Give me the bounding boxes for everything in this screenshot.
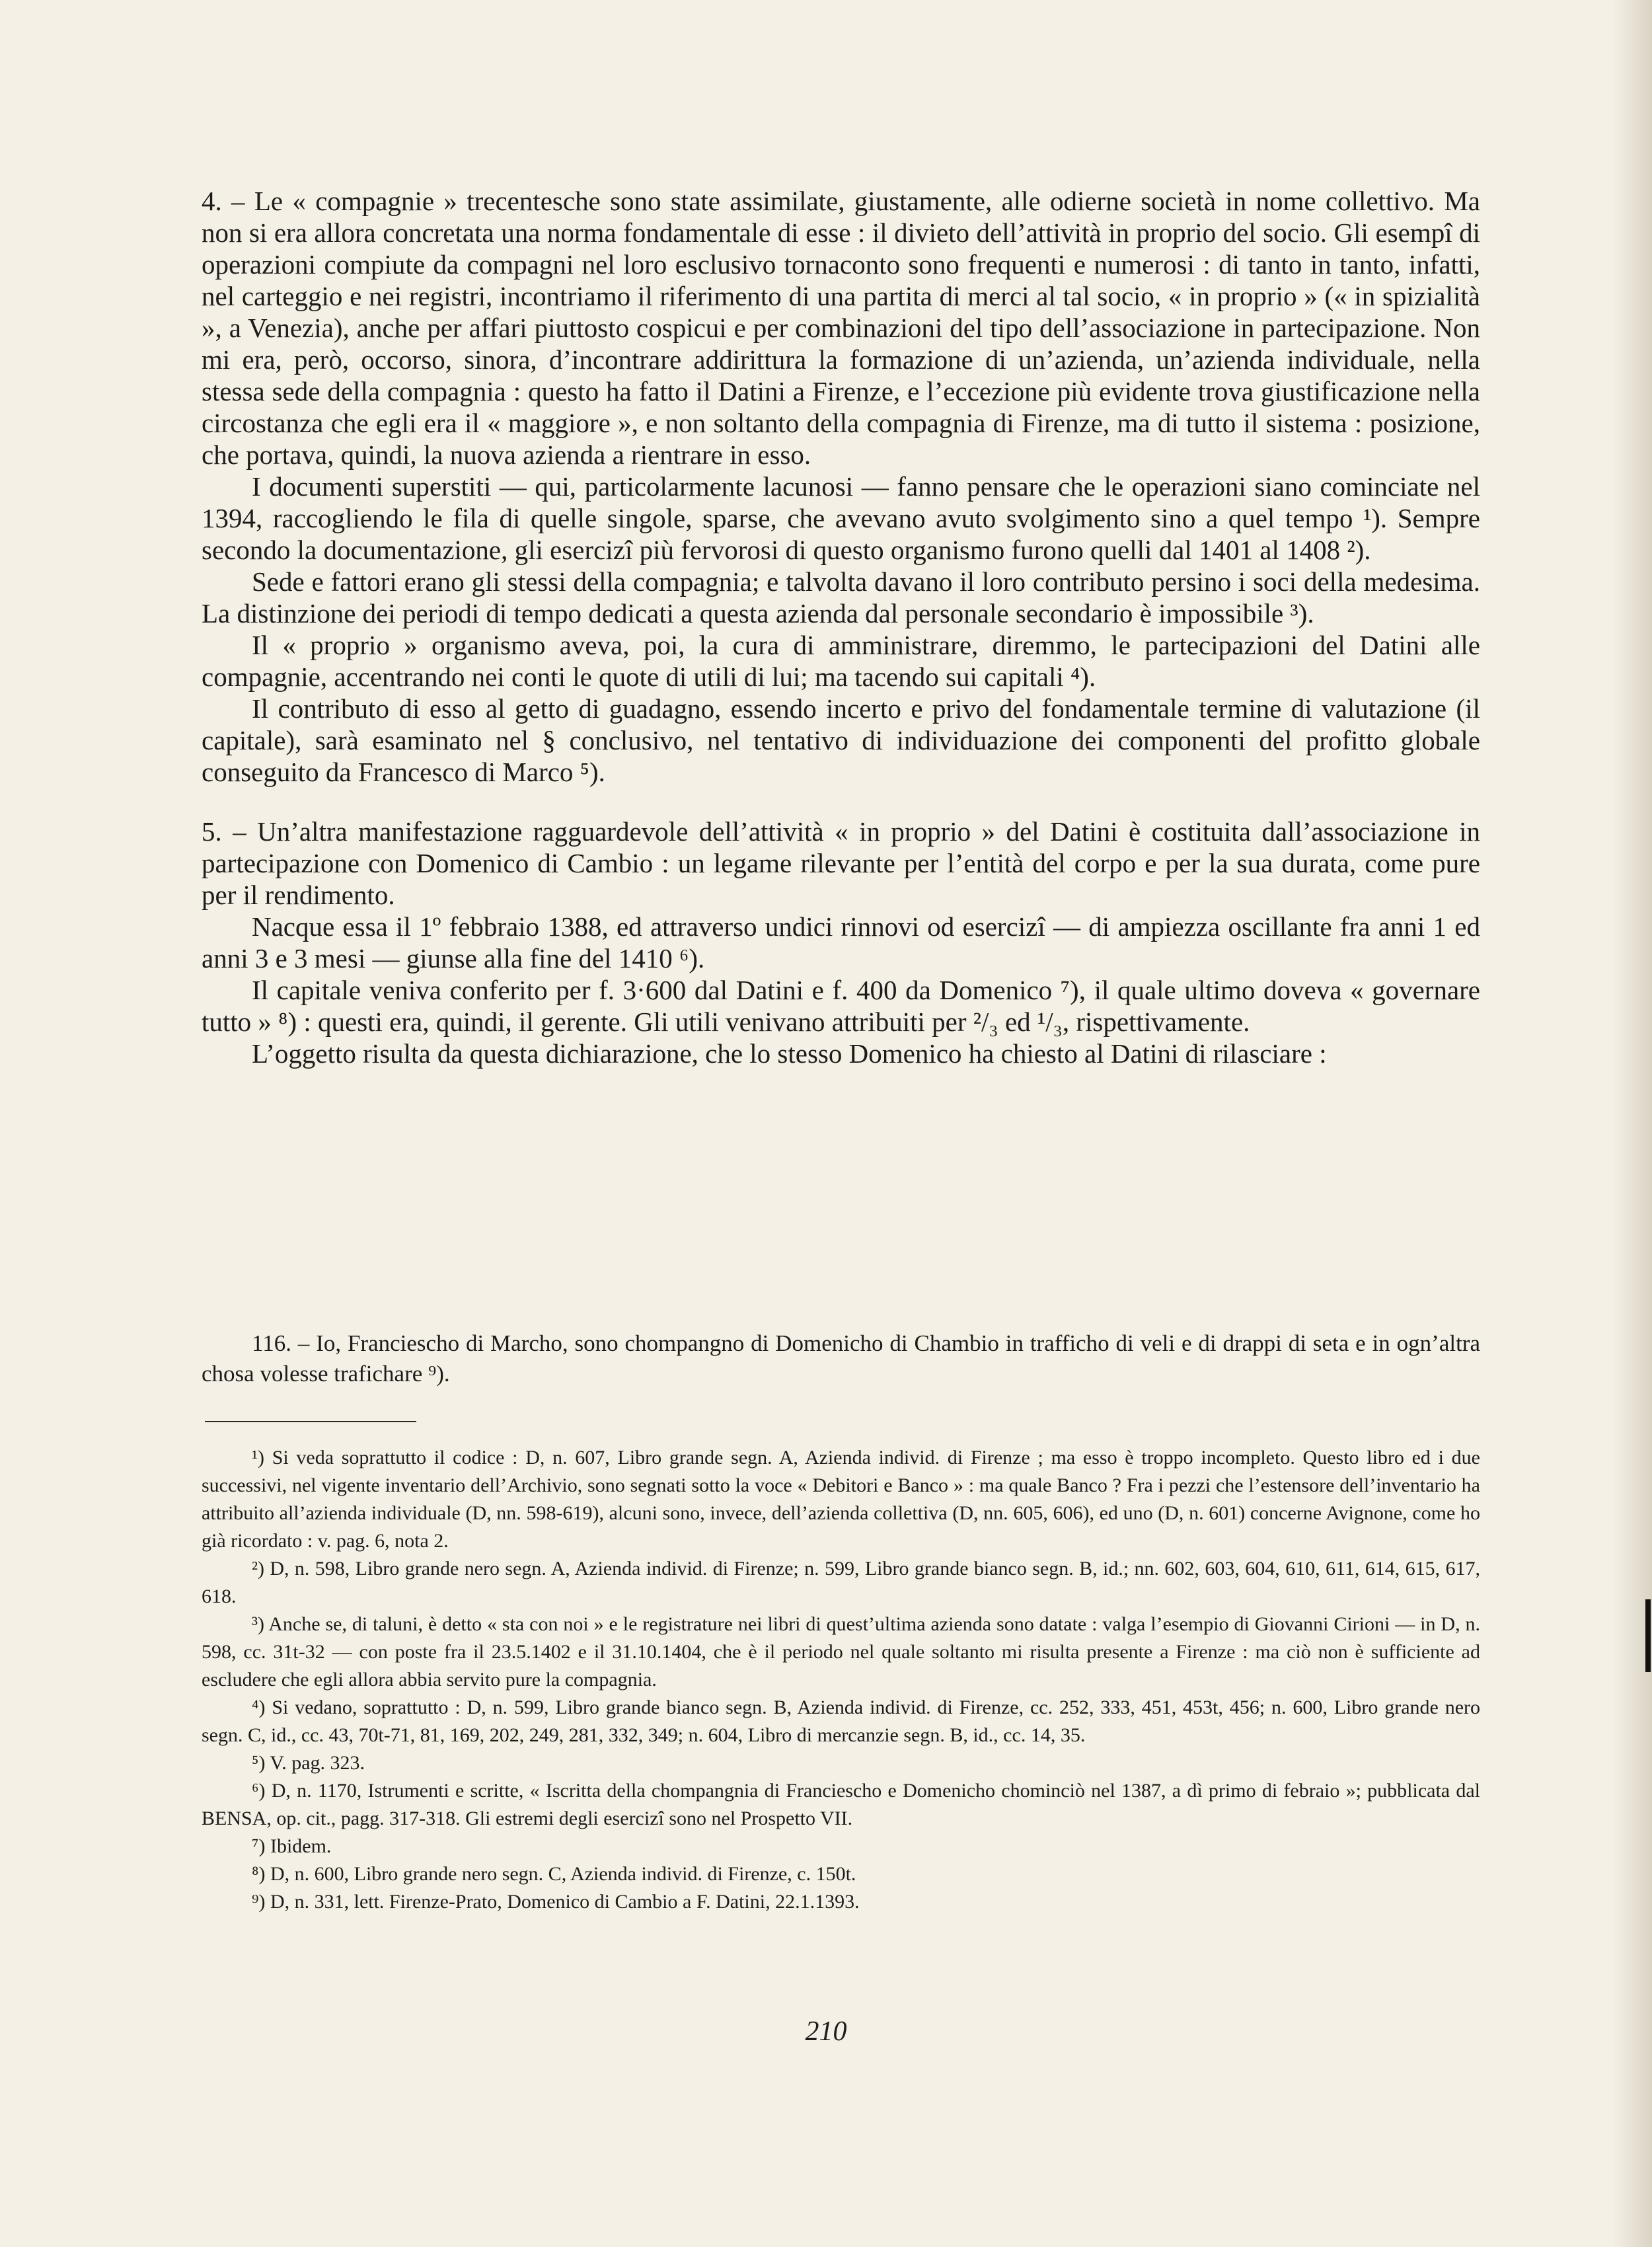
paragraph: Nacque essa il 1º febbraio 1388, ed attraverso undici rinnovi od esercizî — di ampiezza oscillante fra anni 1 ed anni 3 e 3 mesi — giunse alla fine del 1410 ⁶). — [202, 911, 1480, 973]
paragraph: I documenti superstiti — qui, particolarmente lacunosi — fanno pensare che le operazioni siano cominciate nel 1394, raccogliendo le fila di quelle singole, sparse, che avevano avuto svolgimento sino a quel tempo ¹). Sempre secondo la documentazione, gli esercizî più fervorosi di questo organismo furono quelli dal 1401 al 1408 ²). — [202, 471, 1480, 565]
footnote: ²) D, n. 598, Libro grande nero segn. A, Azienda individ. di Firenze; n. 599, Libro grande bianco segn. B, id.; nn. 602, 603, 604, 610, 611, 614, 615, 617, 618. — [202, 1558, 1480, 1607]
section-gap — [202, 788, 1480, 816]
footnote: ⁵) V. pag. 323. — [252, 1752, 365, 1774]
footnote: ⁷) Ibidem. — [252, 1835, 332, 1857]
paragraph-section-5: 5. – Un’altra manifestazione ragguardevole dell’attività « in proprio » del Datini è costituita dall’associazione in partecipazione con Domenico di Cambio : un legame rilevante per l’entità del corpo e per la sua durata, come pure per il rendimento. — [202, 816, 1480, 910]
page-number: 210 — [805, 2016, 847, 2047]
footnote: ⁹) D, n. 331, lett. Firenze-Prato, Domenico di Cambio a F. Datini, 22.1.1393. — [252, 1891, 860, 1913]
footnote: ⁶) D, n. 1170, Istrumenti e scritte, « Iscritta della chompangnia di Franciescho e Domenicho chominciò nel 1387, a dì primo di febraio »; pubblicata dal BENSA, op. cit., pagg. 317-318. Gli estremi degli esercizî sono nel Prospetto VII. — [202, 1780, 1480, 1829]
footnotes — [202, 1444, 1480, 1916]
footnote-rule — [205, 1421, 416, 1422]
footnote: ⁸) D, n. 600, Libro grande nero segn. C, Azienda individ. di Firenze, c. 150t. — [252, 1863, 856, 1885]
footnote: ⁴) Si vedano, soprattutto : D, n. 599, Libro grande bianco segn. B, Azienda individ. di Firenze, cc. 252, 333, 451, 453t, 456; n. 600, Libro grande nero segn. C, id., cc. 43, 70t-71, 81, 169, 202, 249, 281, 332, 349; n. 604, Libro di mercanzie segn. B, id., cc. 14, 35. — [202, 1696, 1480, 1746]
main-text — [202, 185, 1480, 1069]
page-edge-mark — [1645, 1599, 1651, 1672]
quoted-document: 116. – Io, Franciescho di Marcho, sono chompangno di Domenicho di Chambio in trafficho di veli e di drappi di seta e in ogn’altra chosa volesse trafichare ⁹). — [202, 1330, 1480, 1387]
paragraph: Il capitale veniva conferito per f. 3·600 dal Datini e f. 400 da Domenico ⁷), il quale ultimo doveva « governare tutto » ⁸) : questi era, quindi, il gerente. Gli utili venivano attribuiti per ²/₃ ed ¹/₃, rispettivamente. — [202, 975, 1480, 1037]
page-edge-shadow — [1612, 0, 1652, 2247]
paragraph: Il contributo di esso al getto di guadagno, essendo incerto e privo del fondamentale termine di valutazione (il capitale), sarà esaminato nel § conclusivo, nel tentativo di individuazione dei componenti del profitto globale conseguito da Francesco di Marco ⁵). — [202, 693, 1480, 787]
footnote: ¹) Si veda soprattutto il codice : D, n. 607, Libro grande segn. A, Azienda individ. di Firenze ; ma esso è troppo incompleto. Questo libro ed i due successivi, nel vigente inventario dell’Archivio, sono segnati sotto la voce « Debitori e Banco » : ma quale Banco ? Fra i pezzi che l’estensore dell’inventario ha attribuito all’azienda individuale (D, nn. 598-619), alcuni sono, invece, dell’azienda collettiva (D, nn. 605, 606), ed uno (D, n. 601) concerne Avignone, come ho già ricordato : v. pag. 6, nota 2. — [202, 1447, 1480, 1552]
paragraph: Sede e fattori erano gli stessi della compagnia; e talvolta davano il loro contributo persino i soci della medesima. La distinzione dei periodi di tempo dedicati a questa azienda dal personale secondario è impossibile ³). — [202, 566, 1480, 628]
footnote: ³) Anche se, di taluni, è detto « sta con noi » e le registrature nei libri di quest’ultima azienda sono datate : valga l’esempio di Giovanni Cirioni — in D, n. 598, cc. 31t-32 — con poste fra il 23.5.1402 e il 31.10.1404, che è il periodo nel quale soltanto mi risulta presente a Firenze : ma ciò non è sufficiente ad escludere che egli allora abbia servito pure la compagnia. — [202, 1613, 1480, 1691]
paragraph: L’oggetto risulta da questa dichiarazione, che lo stesso Domenico ha chiesto al Datini di rilasciare : — [252, 1038, 1327, 1069]
paragraph: Il « proprio » organismo aveva, poi, la cura di amministrare, diremmo, le partecipazioni del Datini alle compagnie, accentrando nei conti le quote di utili di lui; ma tacendo sui capitali ⁴). — [202, 630, 1480, 692]
paragraph-section-4: 4. – Le « compagnie » trecentesche sono state assimilate, giustamente, alle odierne società in nome collettivo. Ma non si era allora concretata una norma fondamentale di esse : il divieto dell’attività in proprio del socio. Gli esempî di operazioni compiute da compagni nel loro esclusivo tornaconto sono frequenti e numerosi : di tanto in tanto, infatti, nel carteggio e nei registri, incontriamo il riferimento di una partita di merci al tal socio, « in proprio » (« in spizialità », a Venezia), anche per affari piuttosto cospicui e per combinazioni del tipo dell’associazione in partecipazione. Non mi era, però, occorso, sinora, d’incontrare addirittura la formazione di un’azienda, un’azienda individuale, nella stessa sede della compagnia : questo ha fatto il Datini a Firenze, e l’eccezione più evidente trova giustificazione nella circostanza che egli era il « maggiore », e non soltanto della compagnia di Firenze, ma di tutto il sistema : posizione, che portava, quindi, la nuova azienda a rientrare in esso. — [202, 186, 1480, 470]
